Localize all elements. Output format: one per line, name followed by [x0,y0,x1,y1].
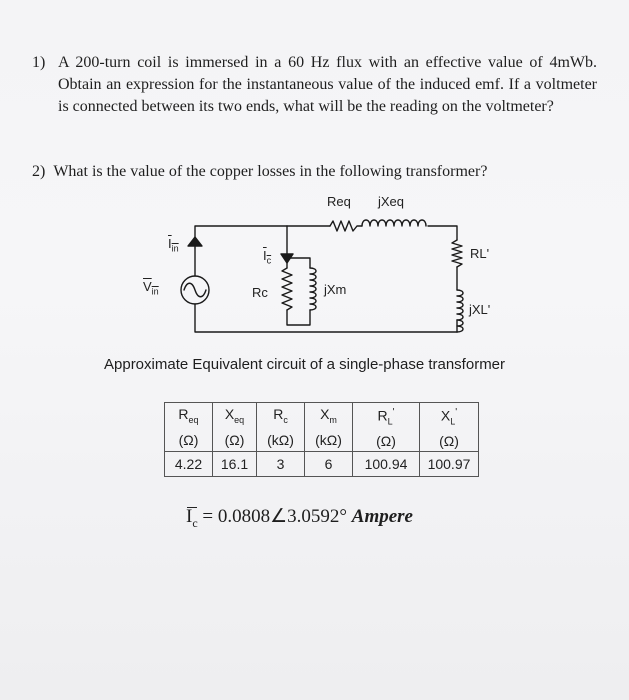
value-rl: 100.94 [353,452,420,477]
header-req: $R_{eq}$ (Ω) [165,403,213,452]
question-2 [32,163,487,181]
parameter-table [164,402,479,477]
current-unit: Ampere [351,506,413,527]
req-label: Req [327,194,351,209]
value-rc: 3 [257,452,305,477]
rl-label: RL' [470,246,490,261]
question-2-text: What is the value of the copper losses in the following transformer? [53,163,488,180]
header-xl: $X_L'$ (Ω) [420,403,479,452]
question-1 [32,52,597,118]
question-2-number: 2) [32,163,46,180]
ic-arrow [281,254,293,263]
table-header-row [165,403,479,452]
ic-label: $I_c$ [263,248,272,266]
top-wire-right [428,226,457,240]
rc-resistor [282,268,292,310]
top-wire [195,226,330,248]
current-expression: = 0.0808∠3.0592° [197,506,348,527]
value-xl: 100.97 [420,452,479,477]
jxm-label: jXm [324,282,347,297]
header-xm: $X_m$ (kΩ) [305,403,353,452]
iin-label: $I_{in}$ [168,236,179,254]
circuit-caption: Approximate Equivalent circuit of a single-phase transformer [104,356,506,373]
rl-resistor [452,240,462,267]
rc-label: Rc [252,285,268,300]
jxl-label: jXL' [469,302,491,317]
value-xeq: 16.1 [213,452,257,477]
header-rc: $R_c$ (kΩ) [257,403,305,452]
iin-arrow [188,237,202,246]
table-value-row [165,452,479,477]
header-rl: $R_L'$ (Ω) [353,403,420,452]
jxeq-inductor [362,220,426,226]
jxl-inductor [457,290,463,332]
current-result [186,505,413,531]
jxm-inductor [310,268,316,310]
jxeq-label: jXeq [378,194,405,209]
rc-bottom-wire [287,310,310,325]
value-req: 4.22 [165,452,213,477]
header-xeq: $X_{eq}$ (Ω) [213,403,257,452]
value-xm: 6 [305,452,353,477]
ac-source-wave [184,283,206,297]
vin-label: $V_{in}$ [143,279,159,297]
question-1-number: 1) [32,54,46,71]
question-1-text: A 200-turn coil is immersed in a 60 Hz flux with an effective value of 4mWb. Obtain an expression for the instantaneous value of the induced emf. If a voltmeter is connected between its two ends, what will be the reading on the voltmeter? [58,54,597,115]
ac-source-circle [181,276,209,304]
jxm-top-wire [287,258,310,268]
req-resistor [330,221,362,231]
current-symbol: $I_c$ [186,506,198,530]
